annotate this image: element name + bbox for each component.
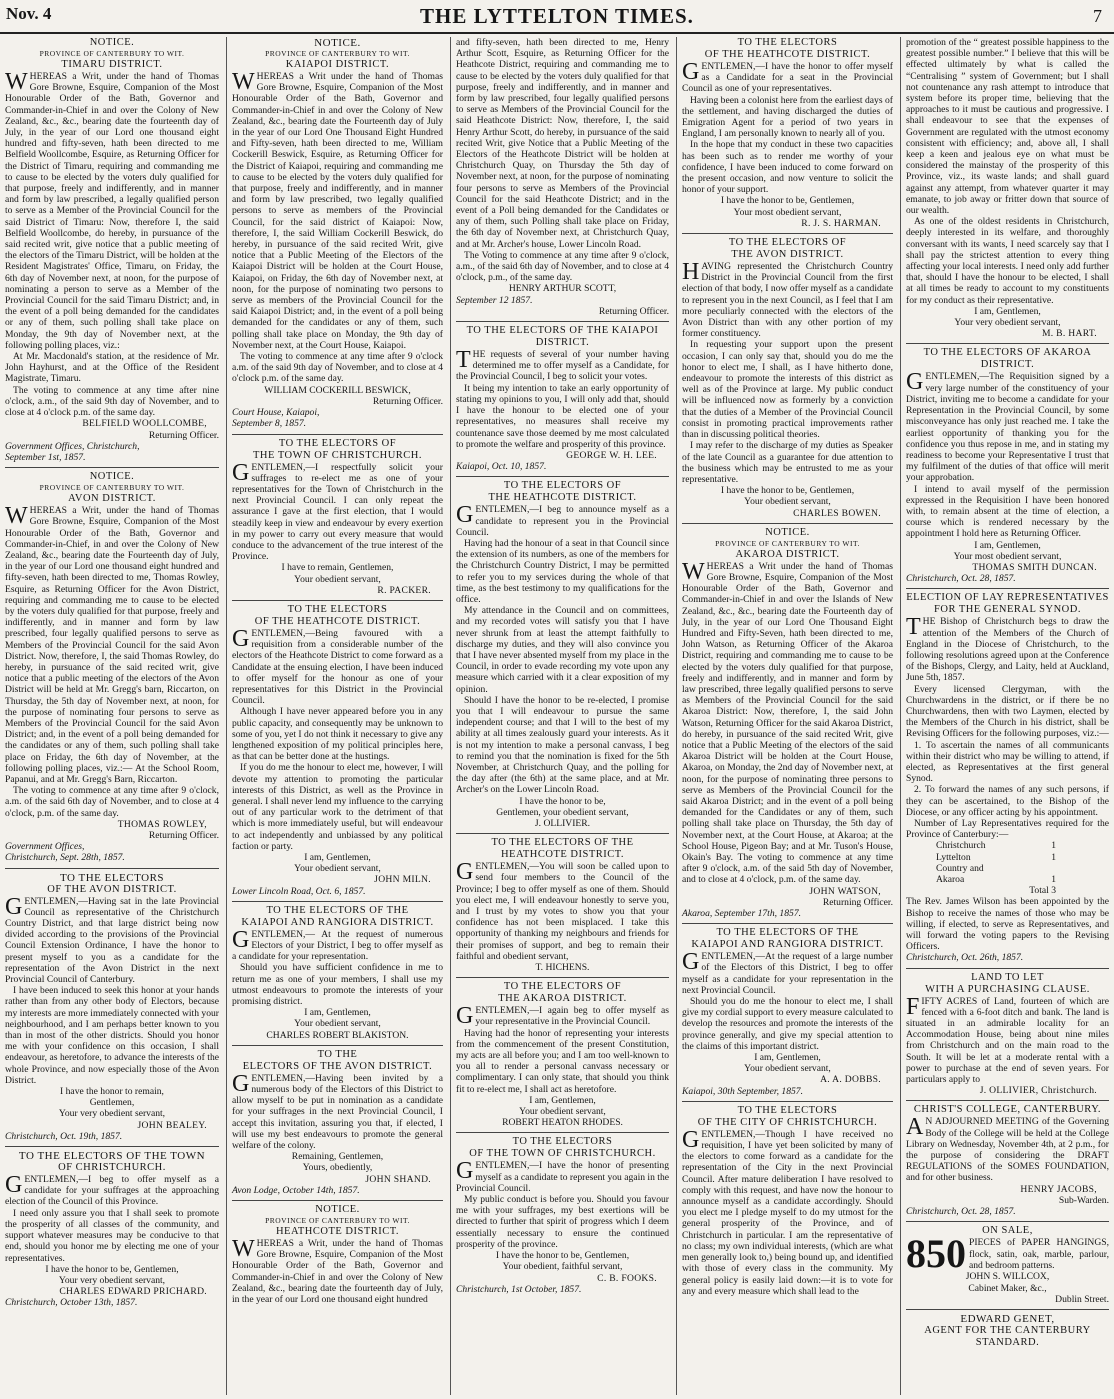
ad-paragraph: AN ADJOURNED MEETING of the Governing Body of the College will be held at the College Library on Wednesday, November 4th, at 2 p.m., for the purpose of considering the DRAFT REGULATIONS of the SOMES FOUNDATION, and for other business. [906,1114,1109,1184]
table-row [936,874,1056,885]
ad-signature: ROBERT HEATON RHODES. [502,1117,623,1129]
ad-paragraph: The Rev. James Wilson has been appointed by the Bishop to receive the names of those who may be willing, if elected, to serve as Representatives, and will forward the voting papers to the Revising Officers. [906,896,1109,953]
ad-signature: JOHN S. WILLCOX, [965,1271,1050,1283]
ad-body [906,993,1109,1086]
ad-date: Christchurch, Oct. 19th, 1857. [5,1130,123,1142]
row-name: Christchurch [936,840,986,852]
ad-heading: NOTICE. [765,526,810,538]
ad-heading-2: OF THE TOWN OF CHRISTCHURCH. [469,1148,656,1160]
ad-body [456,861,669,962]
ad-paragraph: THE Bishop of Christchurch begs to draw the attention of the Members of the Church of England in the Diocese of Christchurch, to the following resolutions agreed upon at the Conference of the Bishops, Clergy, and Laity, held at Auckland, June 5th, 1857. [906,614,1109,684]
ad-paragraph: I may refer to the discharge of my duties as Speaker of the late Council as a guarantee for due attention to the business which may be entrusted to me as your representative. [682,440,893,485]
row-name: Akaroa [936,874,965,886]
ad-prichard [5,1146,219,1308]
ad-heading: ON SALE, [982,1225,1033,1237]
ad-paragraph: In the hope that my conduct in these two capacities has been such as to render me worthy of your confidence, I have been induced to come forward on the present occasion, and now venture to solicit the honor of your support. [682,139,893,196]
ad-closing: Your obedient servant, [294,573,381,585]
ad-body [232,1238,443,1305]
ad-paragraph: GENTLEMEN,—Having been invited by a numerous body of the Electors of this District to allow myself to be put in nomination as a candidate for your suffrages in the next Provincial Council, I accept this invitation, assuring you that, if elected, I will use my best endeavours to promote the general welfare of the colony. [232,1070,443,1152]
ad-heading: TO THE ELECTORS OF [278,437,397,449]
ad-paragraph: GENTLEMEN,—I have the honor of presenting myself as a candidate to represent you again in the Provincial Council. [456,1158,670,1194]
ad-body [232,625,443,852]
ad-closing: Your obedient servant, [294,1018,381,1030]
ad-heading-2: KAIAPOI AND RANGIORA DISTRICT. [241,916,434,928]
ad-body [906,371,1109,539]
ad-paragraph: Having had the honor of representing your interests from the commencement of the present Constitution, my acts are all before you; and I am too well-known to you all to render a personal canvass necessary or complimentary. I can only state, that should you think fit to re-elect me, I shall act as heretofore. [456,1027,669,1095]
notice-kaiapoi [232,37,443,430]
ad-body [456,349,669,450]
ad-role: Returning Officer. [372,395,443,407]
ad-closing: Gentlemen, your obedient servant, [496,806,629,818]
page-number: 7 [1093,6,1102,26]
ad-heading: ELECTION OF LAY REPRESENTATIVES [906,592,1109,604]
ad-closing: Your obedient servant, [519,1106,606,1118]
ad-paragraph: and fifty-seven, hath been directed to me, Henry Arthur Scott, Esquire, as Returning Officer for the Heathcote District, requiring and commanding me to cause to be elected by the voters duly qualified for that purpose, freely and indifferently, and in manner and form by law prescribed, four legally qualified persons to serve as Members of the Provincial Council for the said Heathcote District: Now, therefore, I, the said Henry Arthur Scott, do hereby, in pursuance of the said recited Writ, give Notice that a Public Meeting of the Electors of the Heathcote District will be holden at Christchurch Quay, on Thursday the 5th day of November next, at noon, for the purpose of nominating four persons to serve as Members of the Provincial Council for the said Heathcote District; and in the event of a Poll being demanded for the Candidates or any of them, such Polling shall take place on Friday, the 6th day of November next, at Christchurch Quay, and at Mr. Archer's house, Lower Lincoln Road. [456,37,669,250]
ad-land-to-let [906,968,1109,1097]
ad-subheading: PROVINCE OF CANTERBURY TO WIT. [715,538,860,548]
ad-signature: JOHN WATSON, [809,885,881,897]
notice-heathcote [232,1200,443,1305]
ad-body [906,1116,1109,1183]
ad-packer [232,434,443,596]
ad-heading-2: OF THE HEATHCOTE DISTRICT. [254,615,421,627]
row-count: 1 [1051,851,1056,863]
ad-signature: T. HICHENS. [535,962,590,974]
ad-signature: JOHN SHAND. [365,1173,431,1185]
ad-date: Kaiapoi, Oct. 10, 1857. [456,461,547,473]
ad-heading: TO THE ELECTORS [512,1136,613,1148]
ad-closing: I have the honor to be, Gentlemen, [45,1263,179,1275]
ad-closing: Your obedient servant, [294,863,381,875]
ad-paragraph: The voting to commence at any time after nine o'clock, a.m., of the said 9th day of November, and to close at 4 o'clock p.m. of the same day. [5,384,219,419]
ad-date: Kaiapoi, 30th September, 1857. [682,1085,803,1097]
ad-paragraph: WHEREAS a Writ under the hand of Thomas Gore Browne, Esquire, Companion of the Most Honourable Order of the Bath, Governor and Commander-in-Chief in and over the Colony of New Zealand, &c., bearing date the Fourteenth day of July in the year of our Lord One Thousand Eight Hundred and Fifty-seven, hath been directed to me, William Cockerill Beswick, Esquire, as Returning Officer for the District of Kaiapoi, requiring and commanding me to cause to be elected by the voters duly qualified for that purpose, freely and indifferently, and in manner and form by law prescribed, two legally qualified persons to serve as members of the Provincial Council, for the said district of Kaiapoi: Now, therefore, I, the said William Cockerill Beswick, do hereby, in pursuance of the said recited Writ, give notice that a Public Meeting of the Electors of the Kaiapoi District will be holden at the Court House, Kaiapoi, on Friday, the 6th day of November next, at noon, for the purpose of nominating two persons to serve as members of the Provincial Council for the said Kaiapoi District; and, in the event of a poll being demanded for the candidates or any of them, such polling shall take place on Monday, the 9th day of November next, at the Court House, Kaiapoi. [232,69,443,351]
ad-heading: NOTICE. [315,1204,360,1216]
ad-signature: HENRY ARTHUR SCOTT, [508,283,617,295]
ad-paragraph: At Mr. Macdonald's station, at the residence of Mr. John Hayhurst, and at the Office of the Resident Magistrate, Timaru. [5,351,219,385]
ad-district: AKAROA DISTRICT. [735,548,840,560]
notice-timaru [5,37,219,463]
ad-heading-2: THE TOWN OF CHRISTCHURCH. [252,449,423,461]
ad-closing: Your obedient, faithful servant, [502,1261,623,1273]
ad-signature: A. A. DOBBS. [820,1074,881,1086]
notice-heathcote-continued [456,37,669,317]
ad-heading: TO THE ELECTORS OF THE TOWN [18,1150,206,1163]
ad-closing: I am, Gentlemen, [974,305,1041,317]
ad-district: TIMARU DISTRICT. [61,59,163,70]
ad-paper-hangings [906,1221,1109,1305]
ad-district: AVON DISTRICT. [68,493,156,505]
ad-fooks [456,1132,669,1294]
ad-date: Christchurch, Oct. 28, 1857. [906,1206,1016,1218]
ad-closing: Yours, obediently, [302,1162,373,1174]
ad-body [906,616,1109,840]
ad-signature: JOHN MILN. [374,874,431,886]
ad-paragraph: 2. To forward the names of any such persons, if they can be ascertained, to the Bishop of the Diocese, or any officer acting by his appointment. [906,784,1109,818]
ad-date: September 12 1857. [456,294,533,306]
table-total: Total 3 [1029,885,1056,897]
notice-avon [5,467,219,864]
ad-hart [682,1101,893,1297]
ad-closing: Your very obedient servant, [954,317,1061,329]
ad-heading: TO THE ELECTORS [737,1104,838,1116]
ad-signature: CHARLES ROBERT BLAKISTON. [266,1029,409,1041]
ad-bowen [682,233,893,519]
ad-date: Akaroa, September 17th, 1857. [682,908,802,920]
ad-paragraph: GENTLEMEN,—At the request of a large number of the Electors of this District, I beg to offer myself as a candidate for your representation in the next Provincial Council. [682,949,893,996]
ad-role: Returning Officer. [822,896,893,908]
ad-date: Avon Lodge, October 14th, 1857. [232,1184,360,1196]
ad-heading: TO THE ELECTORS OF THE KAIAPOI [466,325,659,337]
ad-paragraph: Should you do me the honour to elect me, I shall give my cordial support to every measure calculated to develop the resources and promote the interests of the province generally, and give my special attention to the claims of this important district. [682,996,893,1052]
table-row [936,840,1056,851]
ad-closing: I have the honor to be, Gentlemen, [720,195,855,207]
ad-paragraph: GENTLEMEN,—You will soon be called upon to send four members to the Council of the Province; I beg to offer myself as one of them. Should you elect me, I will endeavour honestly to serve you, and I trust by my votes to show you that your confidence has not been misplaced. I take this opportunity of thanking my neighbours and friends for their promises of support, and beg to remain their faithful and obedient servant, [456,859,669,962]
ad-body [682,1126,893,1297]
ad-body [456,1005,669,1095]
ad-paragraph: WHEREAS a Writ, under the hand of Thomas Gore Browne, Esquire, Companion of the Most Honourable Order of the Bath, Governor and Commander-in-Chief, in and over the Colony of New Zealand, &c., bearing date the Fourteenth day of July, in the year of our Lord one thousand eight hundred and fifty-seven, hath been directed to me, Thomas Rowley, Esquire, as Returning Officer for the Avon District, requiring and commanding me to cause to be elected by the voters duly qualified for that purpose, freely and indifferently, and in manner and form by law prescribed, four legally qualified persons to serve as Members of the Provincial Council for the said Avon District. Now, therefore, I, the said Thomas Rowley, do hereby, in pursuance of the said recited writ, give notice that a public meeting of the electors of the Avon District will be held at Mr. Gregg's barn, Riccarton, on Thursday, the 5th day of November next, at noon, for the purpose of nominating four persons to serve as Members of the Provincial Council for the said Avon District; and, in the event of a poll being demanded for the candidates or any of them, such polling shall take place on Friday, the 6th day of November, at the following polling places, viz.:— At the School Room, Papanui, and at Mr. Gregg's Barn, Riccarton. [5,503,219,785]
ad-paragraph: Having had the honour of a seat in that Council since the extension of its numbers, as one of the members for the Christchurch Country District, I may be permitted to refer you to my services during the whole of that time, as the best testimony to my qualifications for the office. [456,537,669,605]
ad-place: Court House, Kaiapoi, [232,407,320,419]
ad-harman [682,37,893,229]
ad-role: Returning Officer. [598,305,669,317]
ad-closing: Your most obedient servant, [953,550,1062,562]
ad-paragraph: I need only assure you that I shall seek to promote the prosperity of all classes of the community, and support whatever measures may be conducive to that end, should you honor me by electing me one of your representatives. [5,1207,219,1264]
ad-district: KAIAPOI DISTRICT. [285,59,390,70]
ad-signature: J. OLLIVIER. [534,818,591,829]
ad-duncan [906,343,1109,584]
ad-shand [232,1045,443,1196]
ad-heading-2: OF THE CITY OF CHRISTCHURCH. [697,1116,878,1128]
ad-closing: I have the honor to be, Gentlemen, [495,1250,630,1262]
ad-date: September 1st, 1857. [5,451,86,463]
ad-heading: TO THE ELECTORS [287,603,388,615]
ad-paragraph: PIECES of PAPER HANGINGS, flock, satin, oak, marble, parlour, and bedroom patterns. [969,1237,1109,1271]
ad-paragraph: Every licensed Clergyman, with the Churchwardens in the district, or if there be no Churchwardens, then with two Laymen, elected by the Members of the Church in his district, shall be Revising Officers for the following purposes, viz.:— [906,683,1109,740]
ad-heading: TO THE ELECTORS OF THE [266,904,409,916]
ad-body [456,504,669,795]
ad-heading: TO THE ELECTORS OF AKAROA [923,347,1092,359]
ad-paragraph: THE requests of several of your number having determined me to offer myself as a Candidate, for the Provincial Council, I beg to solicit your votes. [456,347,669,383]
ad-place: Dublin Street. [1055,1293,1109,1305]
ad-closing: I am, Gentlemen, [304,852,371,863]
ad-paragraph: If you do me the honour to elect me, however, I will devote my attention to promoting the particular interests of this District, as well as the Province in general. I shall never lend my influence to the carrying out of any particular work to the detriment of that which is more immediately useful, but will endeavour to act independently and unbiassed by any political faction or party. [232,762,443,852]
ad-body [232,926,443,1008]
newspaper-title: THE LYTTELTON TIMES. [420,4,694,28]
ad-date: Lower Lincoln Road, Oct. 6, 1857. [232,885,366,897]
representatives-table [906,840,1056,896]
ad-paragraph: GENTLEMEN,— At the request of numerous Electors of your District, I beg to offer myself as a candidate for your representation. [232,926,443,963]
ad-paragraph: I intend to avail myself of the permission expressed in the Requisition I have been honored with, to remain absent at the time of election, a course which is rendered necessary by the appointment I hold here as Returning Officer. [906,483,1109,540]
row-count: 1 [1051,874,1056,886]
ad-hichens [456,833,669,973]
ad-paragraph: Should I have the honor to be re-elected, I promise you that I will endeavour to pursue the same independent course; and that I will to the best of my ability at all times zealously guard your interests. As it is not my intention to make a personal canvass, I beg to remind you that the nomination is fixed for the 5th November, at Christchurch Quay, and the polling for the day after (the 6th) at the same place, and at Mr. Archer's on the Lower Lincoln Road. [456,694,669,796]
ad-heading: TO THE ELECTORS [59,871,165,884]
ad-body [456,1160,669,1250]
ad-body [682,61,893,195]
ad-body [906,37,1109,306]
ad-paragraph: GENTLEMEN,—I again beg to offer myself as your representative in the Provincial Council. [456,1003,669,1030]
ad-paragraph: The voting to commence at any time after 9 o'clock a.m. of the said 9th day of November, and to close at 4 o'clock p.m. of the same day. [232,351,443,385]
ad-paragraph: In requesting your support upon the present occasion, I can only say that, should you do me the honor to elect me, I shall, as I have hitherto done, endeavour to promote the interests of this district as well as of the Province at large. My public conduct will be influenced now as formerly by a conviction that the duties of a Member of the Provincial Council consist in promoting practical improvements rather than in discussing political theories. [682,339,893,441]
ad-body [232,71,443,385]
ad-date: Christchurch, Sept. 28th, 1857. [5,852,125,864]
masthead [0,0,1114,34]
ad-heading: TO THE ELECTORS OF [728,237,847,249]
ad-paragraph: GENTLEMEN,—I beg to offer myself as a candidate for your suffrages at the approaching election of the Council of this Province. [5,1172,219,1208]
ad-paragraph: It being my intention to take an early opportunity of stating my opinions to you, I will only add that, should I have the honour to be elected one of your representatives, no measures shall receive my countenance save those deemed by me most calculated to promote the welfare and prosperity of this province. [456,382,669,450]
ad-paragraph: Number of Lay Representatives required for the Province of Canterbury:— [906,818,1109,841]
ad-heading: TO THE ELECTORS OF THE [491,837,634,849]
ad-paragraph: GENTLEMEN,—I have the honor to offer myself as a Candidate for a seat in the Provincial Council as one of your representatives. [682,59,893,95]
ad-closing: I have the honor to remain, [60,1086,164,1098]
ad-body [456,37,669,283]
column-3 [450,37,674,1395]
ad-signature: GEORGE W. H. LEE. [566,449,657,461]
ad-paragraph: The voting to commence at any time after 9 o'clock, a.m. of the said 6th day of November, and to close at 4 o'clock, p.m. of the same day. [5,785,219,819]
ad-signature: WILLIAM COCKERILL BESWICK, [264,384,411,396]
ad-genet [906,1309,1109,1349]
ad-signature: THOMAS ROWLEY, [117,818,207,830]
ad-heading: TO THE ELECTORS [737,37,838,48]
ad-heading: TO THE ELECTORS OF THE [716,927,859,939]
ad-place: Government Offices, Christchurch, [5,440,140,452]
ad-paragraph: GENTLEMEN,—Though I have received no requisition, I have yet been solicited by many of the electors to come forward as a candidate for the representation of the City in the next Provincial Council. After mature deliberation I have resolved to comply with this request, and have now the honour to announce myself as a candidate accordingly. Should you elect me I pledge myself to do my utmost for the general prosperity of the Province, and of Christchurch in particular. I am the representative of no class; my own individual interests, (which are what men generally look to,) being bound up, and identified with those of every class in the community. My general policy is easily laid down:—it is to vote for any and every measure which shall lead to the [682,1126,893,1297]
ad-dobbs [682,923,893,1097]
ad-paragraph: Although I have never appeared before you in any public capacity, and consequently may be unknown to some of you, yet I do not think it necessary to give any lengthened exposition of my political principles here, as that can be better done at the hustings. [232,706,443,763]
ad-heading: TO THE [317,1048,358,1060]
issue-date: Nov. 4 [6,4,52,23]
ad-signature: HENRY JACOBS, [1020,1183,1097,1195]
ad-heading-2: THE HEATHCOTE DISTRICT. [488,492,637,504]
ad-body [5,505,219,819]
ad-signature: THOMAS SMITH DUNCAN. [972,561,1097,573]
ad-heading-2: FOR THE GENERAL SYNOD. [934,604,1081,616]
ad-role: Cabinet Maker, &c., [968,1282,1047,1294]
ad-signature: C. B. FOOKS. [597,1272,657,1284]
ad-heading-2: ELECTORS OF THE AVON DISTRICT. [242,1060,433,1072]
row-name: Lyttelton [936,851,971,863]
ad-body [682,261,893,485]
row-name: Country and [936,862,984,874]
ad-bealey [5,868,219,1142]
ad-paragraph: GENTLEMEN,—The Requisition signed by a very large number of the constituency of your District, inviting me to become a candidate for your Representation in the Provincial Council, by some misconveyance has only just reached me. I take the earliest opportunity of thanking you for the confidence you thus repose in me, and in stating my readiness to become your Representative I trust that my fulfilment of the duties of that office will merit your approbation. [906,369,1109,484]
ad-heading-2: OF THE HEATHCOTE DISTRICT. [704,49,871,60]
ad-heading-2: KAIAPOI AND RANGIORA DISTRICT. [691,939,884,951]
ad-ollivier [456,476,669,829]
ad-paragraph: WHEREAS a Writ under the hand of Thomas Gore Browne, Esquire, Companion of the Most Honourable Order of the Bath, Governor and Commander-in-Chief in and over the Islands of New Zealand, &c., &c., bearing date the Fourteenth day of July, in the year of our Lord One Thousand Eight Hundred and Fifty-Seven, hath been directed to me, John Watson, as Returning Officer of the Akaroa District, requiring and commanding me to cause to be elected by the voters duly qualified for that purpose, freely and indifferently, and in manner and form by law prescribed, three legally qualified persons to serve as Members of the Provincial Council for the said Akaroa District: Now, therefore, I, the said John Watson, Returning Officer for the said Akaroa District, do hereby, in pursuance of the said recited Writ, give notice that a Public Meeting of the electors of the said Akaroa District will be holden at the Court House, Akaroa, on Monday, the 2nd day of November next, at noon, for the purpose of nominating three persons to serve as Members of the Provincial Council for the said Akaroa District; and in the event of a poll being demanded for the Candidates or any of them, such polling shall take place on Thursday, the 5th day of November next, at the Court House, at Akaroa; at the School House, Pigeon Bay; and at Mr. Tuson's House, Okain's Bay. The voting to commence at any time after 9 o'clock, a.m. of the said 5th day of November, and to close at 4 o'clock, p.m. of the same day. [682,558,893,886]
ad-heading-2: WITH A PURCHASING CLAUSE. [925,983,1090,995]
ad-heading: NOTICE. [314,37,361,49]
ad-heading-2: THE AVON DISTRICT. [731,249,844,261]
ad-date: Christchurch, October 13th, 1857. [5,1297,138,1309]
table-row [936,852,1056,863]
ad-miln [232,600,443,897]
column-1 [0,37,224,1395]
ad-signature: JOHN BEALEY. [137,1119,207,1131]
ad-closing: I am, Gentlemen, [754,1052,821,1064]
ad-closing: Your obedient servant, [744,496,831,508]
ad-closing: I have the honor to be, [519,795,606,807]
ad-body [5,71,219,418]
ad-body [682,558,893,886]
ad-body [5,1174,219,1264]
ad-subheading: PROVINCE OF CANTERBURY TO WIT. [265,1216,410,1226]
ad-closing: I have the honor to be, Gentlemen, [720,485,855,497]
ad-heading-2: DISTRICT. [980,359,1035,371]
quantity-numeral: 850 [906,1231,966,1277]
ad-subheading: PROVINCE OF CANTERBURY TO WIT. [39,49,185,58]
ad-date: Christchurch, Oct. 26th, 1857. [906,952,1024,964]
ad-heading: EDWARD GENET, [960,1312,1055,1325]
ad-paragraph: GENTLEMEN,—Being favoured with a requisition from a considerable number of the electors of the Heathcote District to come forward as a Candidate at the ensuing election, I have been induced to offer myself for the honour as one of your representatives for this District in the Provincial Council. [232,625,443,707]
ad-christs-college [906,1100,1109,1217]
ad-place: Government Offices, [5,841,85,853]
ad-heading: NOTICE. [89,37,135,48]
ad-closing: Remaining, Gentlemen, [291,1151,384,1163]
ad-paragraph: As one of the oldest residents in Christchurch, deeply interested in its welfare, and thoroughly conversant with its wants, I need scarcely say that I shall pay the strictest attention to every thing affecting your local interests. I need only add further that, should I have the honour to be elected, I shall at all times be ready to account to my constituents for my conduct as their representative. [906,216,1109,306]
ad-paragraph: My public conduct is before you. Should you favour me with your suffrages, my best exertions will be directed to further that spirit of progress which I deem essentially necessary to ensure the continued prosperity of the province. [456,1194,669,1250]
ad-closing: Gentlemen, [89,1097,135,1109]
ad-signature: R. PACKER. [377,584,431,596]
ad-paragraph: HAVING represented the Christchurch Country District in the Provincial Council from the first election of that body, I now offer myself as a candidate to represent you in the next Council, as I feel that I am more peculiarly connected with the electors of the Avon District than with any other portion of my former constituency. [682,259,893,340]
ad-body [682,951,893,1052]
ad-blakiston [232,901,443,1041]
ad-subheading: PROVINCE OF CANTERBURY TO WIT. [39,483,185,493]
notice-akaroa [682,523,893,920]
ad-paragraph: WHEREAS a Writ, under the hand of Thomas Gore Browne, Esquire, Companion of the Most Honourable Order of the Bath, Governor and Commander-in-Chief in and over the Colony of New Zealand, &c., &c., bearing date the fourteenth day of July, in the year of our Lord one thousand eight hundred and fifty-seven, hath been directed to me Belfield Woollcombe, Esquire, as Returning Officer for the District of Timaru, requiring and commanding me to cause to be elected by the voters duly qualified for that purpose, freely and indifferently, and in manner and form by law prescribed, a legally qualified person to serve as a Member of the Provincial Council for the said District of Timaru: Now, therefore I, the said Belfield Woollcombe, do hereby, in pursuance of the said recited writ, give notice that a public meeting of the electors of the Timaru District, will be holden at the Resident Magistrates' Office, Timaru, on Friday, the 6th day of November next, at noon, for the purpose of nominating a person to serve as a Member of the Provincial Council for the said Timaru District; and, in the event of a poll being demanded for the candidates or any of them, such polling shall take place on Monday, the 9th day of November next, at the following polling places, viz.: [5,69,219,351]
ad-heading-2: OF CHRISTCHURCH. [58,1162,166,1174]
ad-synod [906,588,1109,963]
ad-signature: CHARLES BOWEN. [793,507,881,519]
table-row [936,863,1056,874]
ad-closing: Your very obedient servant, [58,1108,166,1120]
ad-closing: Your very obedient servant, [58,1274,166,1286]
ad-hart-continued [906,37,1109,339]
ad-paragraph: 1. To ascertain the names of all communicants within their district who may be willing to attend, if elected, as Representatives at the first general Synod. [906,739,1109,785]
ad-paragraph: promotion of the “ greatest possible happiness to the greatest possible number.” I believe that this will be effected ultimately by what is called the “Centralising ” system of Government; but I shall not countenance any rash attempt to introduce that system before its proper time, believing that the approaches to it must be cautious and progressive. I shall endeavour to see that the expenses of Government are regulated with the utmost economy consistent with efficiency; and, above all, I shall keep a keen and jealous eye on what must be considered the mainstay of the prosperity of this Province, viz., its waste lands; and shall guard against any attempt, from whatever quarter it may emanate, to job away or fritter down that source of our wealth. [906,37,1109,217]
ad-paragraph: Should you have sufficient confidence in me to return me as one of your members, I shall use my utmost endeavours to promote the interests of your promising district. [232,962,443,1008]
ad-lee [456,321,669,472]
ad-body [232,459,443,563]
ad-closing: I am, Gentlemen, [974,539,1041,551]
ad-role: Sub-Warden. [1058,1194,1109,1206]
ad-body [906,896,1109,952]
ad-paragraph: I have been induced to seek this honor at your hands rather than from any other body of Electors, because my interests are more immediately connected with your neighbourhood, and I am perhaps better known to you than in most of the other districts. Should you honor me with your confidence on this occasion, I shall endeavour, as heretofore, to advance the interests of the whole Province, and now especially those of the Avon District. [5,985,219,1086]
ad-body [5,893,219,1086]
ad-district: HEATHCOTE DISTRICT. [275,1226,400,1238]
ad-subheading: PROVINCE OF CANTERBURY TO WIT. [265,49,410,58]
ad-paragraph: FIFTY ACRES of Land, fourteen of which are fenced with a 6-foot ditch and bank. The land is situated in an admirable locality for an Accommodation House, being about nine miles from Christchurch and on the main road to the South. It will be let at a moderate rental with a power to purchase at the end of seven years. For particulars apply to [906,993,1109,1086]
ad-heading-2: OF THE AVON DISTRICT. [47,883,177,895]
ad-date: September 8, 1857. [232,418,307,430]
ad-rhodes [456,977,669,1128]
ad-paragraph: Having been a colonist here from the earliest days of the settlement, and having discharged the duties of Emigration Agent for a period of two years in England, I am personally known to nearly all of you. [682,94,893,140]
ad-paragraph: GENTLEMEN,—Having sat in the late Provincial Council as representative of the Christchurch Country District, and that large district being now divided according to the provisions of the Provincial Council Extension Ordinance, I have the honor to present myself to you as a candidate for the representation of the Avon District in the next Provincial Council of Canterbury. [5,893,219,986]
ad-heading: TO THE ELECTORS OF [503,480,622,492]
ad-paragraph: The Voting to commence at any time after 9 o'clock, a.m., of the said 6th day of November, and to close at 4 o'clock, p.m., of the same day. [456,249,669,284]
ad-date: Christchurch, Oct. 28, 1857. [906,573,1016,585]
ad-signature: R. J. S. HARMAN. [801,217,881,229]
ad-heading-3: STANDARD. [975,1336,1040,1348]
ad-heading-2: DISTRICT. [535,337,590,349]
ad-signature: M. B. HART. [1041,328,1097,340]
ad-role: Returning Officer. [148,429,219,441]
row-count: 1 [1051,840,1056,852]
column-5 [900,37,1114,1395]
ad-paragraph: GENTLEMEN,—I respectfully solicit your suffrages to re-elect me as one of your representatives for the Town of Christchurch in the next Provincial Council. I can only repeat the assurance I gave at the first election, that I would steadily keep in view and endeavour by every exertion in my power to carry out every measure that would conduce to the advancement of the true interest of the Province. [232,459,443,563]
ad-signature: CHARLES EDWARD PRICHARD. [59,1286,207,1298]
column-2 [226,37,448,1395]
ad-closing: I am, Gentlemen, [304,1007,371,1019]
ad-closing: Your obedient servant, [744,1063,831,1075]
ad-paragraph: GENTLEMEN,—I beg to announce myself as a candidate to represent you in the Provincial Council. [456,502,669,538]
column-4 [676,37,898,1395]
ad-heading-2: AGENT FOR THE CANTERBURY [924,1324,1091,1336]
ad-heading: CHRIST'S COLLEGE, CANTERBURY. [913,1104,1102,1116]
ad-date: Christchurch, 1st October, 1857. [456,1283,582,1295]
ad-closing: Your most obedient servant, [733,206,842,218]
ad-closing: I am, Gentlemen, [529,1094,596,1106]
ad-heading: LAND TO LET [971,971,1044,983]
ad-paragraph: My attendance in the Council and on committees, and my recorded votes will satisfy you that I have never shrunk from at least the attempt faithfully to discharge my duties, and they will also convince you that I have never absented myself from my place in the Council, in order to evade recording my vote upon any measure which carried with it a clear exposition of my opinion. [456,605,669,695]
ad-signature: J. OLLIVIER, Christchurch. [979,1085,1097,1097]
ad-heading-2: HEATHCOTE DISTRICT. [500,849,625,861]
ad-role: Returning Officer. [148,830,219,841]
ad-heading: TO THE ELECTORS OF [503,981,622,993]
ad-body [232,1070,443,1152]
ad-heading: NOTICE. [89,471,135,483]
ad-paragraph: WHEREAS a Writ, under the hand of Thomas Gore Browne, Esquire, Companion of the Most Honourable Order of the Bath, Governor and Commander-in-Chief in and over the Colony of New Zealand, &c., bearing date the fourteenth day of July, in the year of our Lord one thousand eight hundred [232,1236,443,1306]
ad-signature: BELFIELD WOOLLCOMBE, [82,418,207,430]
ad-closing: I have to remain, Gentlemen, [281,562,394,574]
ad-heading-2: THE AKAROA DISTRICT. [498,993,627,1005]
